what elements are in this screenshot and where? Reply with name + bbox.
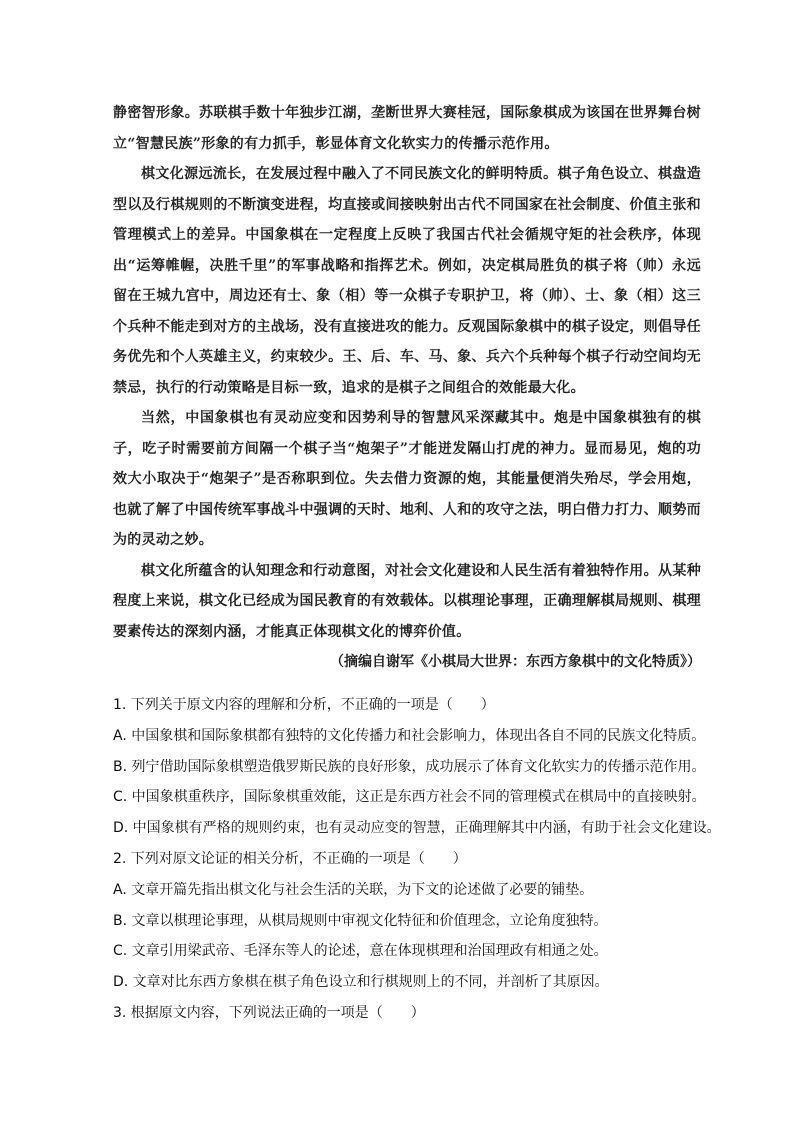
question-option-a: A. 文章开篇先指出棋文化与社会生活的关联，为下文的论述做了必要的铺垫。 — [113, 881, 594, 898]
question-stem: 1. 下列关于原文内容的理解和分析，不正确的一项是（ ） — [113, 697, 495, 713]
passage-source-citation: （摘编自谢军《小棋局大世界：东西方象棋中的文化特质》） — [330, 654, 701, 670]
question-option-c: C. 文章引用梁武帝、毛泽东等人的论述，意在体现棋理和治国理政有相通之处。 — [113, 943, 608, 960]
question-3 — [113, 998, 713, 1029]
passage-paragraph-3: 当然，中国象棋也有灵动应变和因势利导的智慧风采深藏其中。炮是中国象棋独有的棋子，吃子时需要前方间隔一个棋子当“炮架子”才能迸发隔山打虎的神力。显而易见，炮的功效大小取决于“炮架子”是否称职到位。失去借力资源的炮，其能量便消失殆尽，学会用炮，也就了解了中国传统军事战斗中强调的天时、地利、人和的攻守之法，明白借力打力、顺势而为的灵动之妙。 — [113, 410, 701, 548]
question-option-d: D. 文章对比东西方象棋在棋子角色设立和行棋规则上的不同，并剖析了其原因。 — [113, 974, 609, 991]
question-list — [113, 690, 721, 1029]
question-1 — [113, 690, 721, 844]
question-stem: 2. 下列对原文论证的相关分析，不正确的一项是（ ） — [113, 850, 467, 867]
question-option-c: C. 中国象棋重秩序，国际象棋重效能，这正是东西方社会不同的管理模式在棋局中的直接映射。 — [113, 789, 706, 806]
question-stem: 3. 根据原文内容，下列说法正确的一项是（ ） — [113, 1004, 425, 1021]
reading-passage — [113, 98, 701, 678]
passage-paragraph-4: 棋文化所蕴含的认知理念和行动意图，对社会文化建设和人民生活有着独特作用。从某种程度上来说，棋文化已经成为国民教育的有效载体。以棋理论事理，正确理解棋局规则、棋理要素传达的深刻内涵，才能真正体现棋文化的博弈价值。 — [113, 562, 701, 640]
question-option-a: A. 中国象棋和国际象棋都有独特的文化传播力和社会影响力，体现出各自不同的民族文化特质。 — [113, 727, 706, 744]
question-2 — [113, 844, 713, 998]
question-option-b: B. 列宁借助国际象棋塑造俄罗斯民族的良好形象，成功展示了体育文化软实力的传播示范作用。 — [113, 758, 706, 775]
question-option-b: B. 文章以棋理论事理，从棋局规则中审视文化特征和价值理念，立论角度独特。 — [113, 912, 608, 929]
passage-paragraph-1: 静密智形象。苏联棋手数十年独步江湖，垄断世界大赛桂冠，国际象棋成为该国在世界舞台树立“智慧民族”形象的有力抓手，彰显体育文化软实力的传播示范作用。 — [113, 105, 701, 152]
passage-paragraph-2: 棋文化源远流长，在发展过程中融入了不同民族文化的鲜明特质。棋子角色设立、棋盘造型以及行棋规则的不断演变进程，均直接或间接映射出古代不同国家在社会制度、价值主张和管理模式上的差异。中国象棋在一定程度上反映了我国古代社会循规守矩的社会秩序，体现出“运筹帷幄，决胜千里”的军事战略和指挥艺术。例如，决定棋局胜负的棋子将（帅）永远留在王城九宫中，周边还有士、象（相）等一众棋子专职护卫，将（帅）、士、象（相）这三个兵种不能走到对方的主战场，没有直接进攻的能力。反观国际象棋中的棋子设定，则倡导任务优先和个人英雄主义，约束较少。王、后、车、马、象、兵六个兵种每个棋子行动空间均无禁忌，执行的行动策略是目标一致，追求的是棋子之间组合的效能最大化。 — [113, 166, 701, 396]
question-option-d: D. 中国象棋有严格的规则约束，也有灵动应变的智慧，正确理解其中内涵，有助于社会文化建设。 — [113, 820, 721, 837]
